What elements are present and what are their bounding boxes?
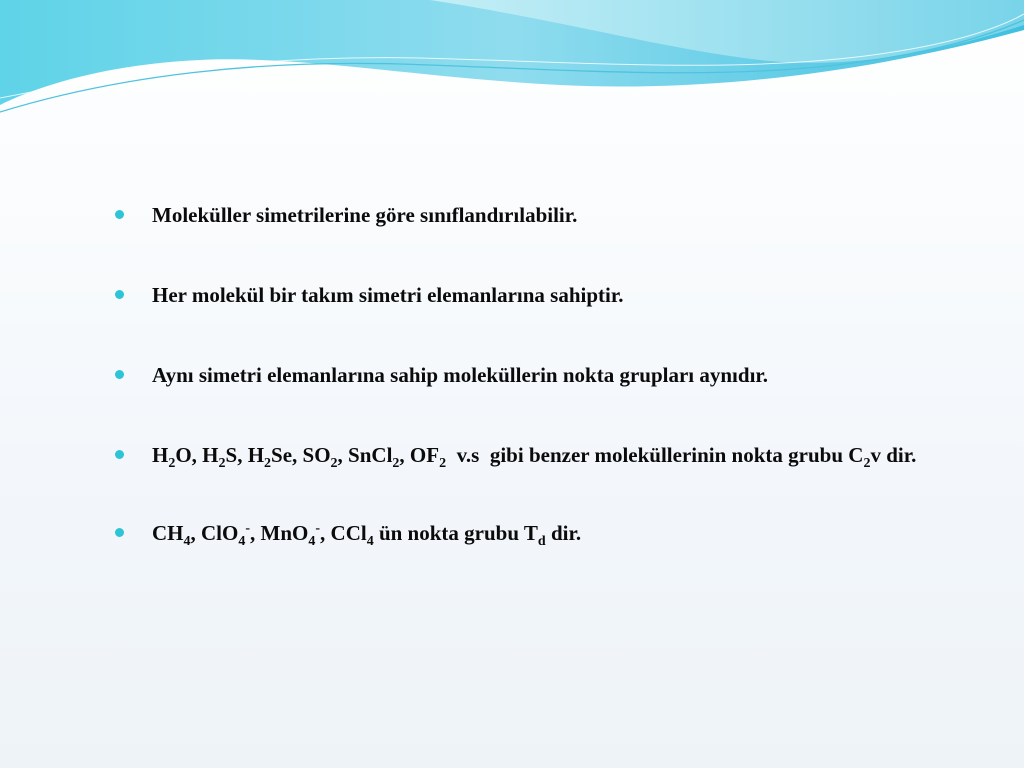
bullet-item — [112, 438, 942, 472]
bullet-text: $H_2O$, $H_2S$, $H_2Se$, $SO_2$, SnCl$_2$, $OF_2$ v.s gibi benzer moleküllerinin nokta grubu $C_2v$ dir. — [152, 443, 917, 471]
bullet-item — [112, 358, 942, 392]
bullet-dot-icon — [115, 450, 124, 459]
bullet-dot-icon — [115, 290, 124, 299]
bullet-list — [112, 198, 942, 596]
bullet-text: Aynı simetri elemanlarına sahip moleküllerin nokta grupları aynıdır. — [152, 363, 769, 387]
bullet-item — [112, 278, 942, 312]
bullet-text: Her molekül bir takım simetri elemanlarına sahiptir. — [152, 283, 624, 307]
bullet-dot-icon — [115, 210, 124, 219]
bullet-item — [112, 516, 942, 550]
bullet-dot-icon — [115, 370, 124, 379]
bullet-text: $CH_4$, ClO$_4$-, MnO$_4$-, CCl$_4$ ün nokta grubu $T_d$ dir. — [152, 521, 582, 549]
bullet-dot-icon — [115, 528, 124, 537]
bullet-text: Moleküller simetrilerine göre sınıflandırılabilir. — [152, 203, 578, 227]
header-wave-decoration — [0, 0, 1024, 130]
bullet-item — [112, 198, 942, 232]
